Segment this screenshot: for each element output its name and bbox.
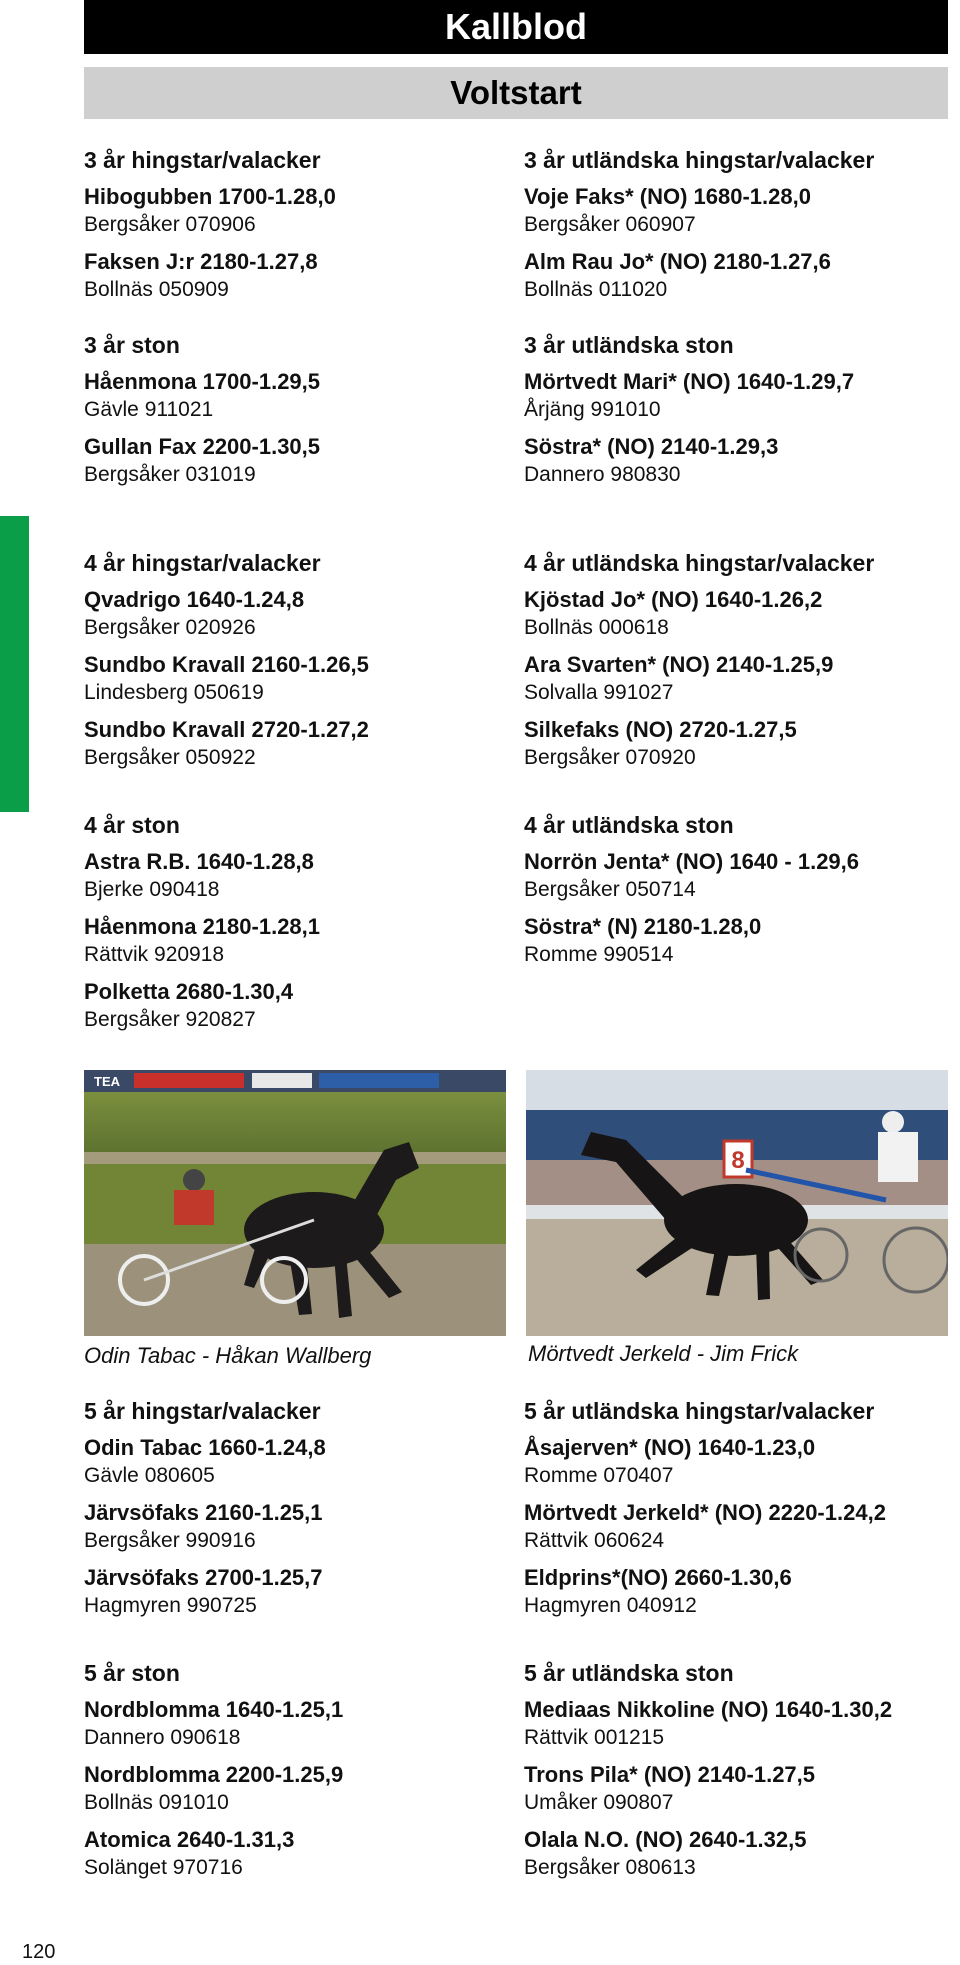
record-title: Atomica 2640-1.31,3	[84, 1827, 295, 1852]
record-entry	[524, 1434, 886, 1490]
section-heading: 3 år hingstar/valacker	[84, 147, 321, 173]
section-5yr-foreign-stallions	[524, 1397, 886, 1629]
record-entry	[84, 1434, 326, 1490]
record-title: Qvadrigo 1640-1.24,8	[84, 587, 305, 612]
record-track-date: Hagmyren 990725	[84, 1594, 257, 1617]
record-entry	[524, 848, 859, 904]
subheader-band	[84, 67, 948, 119]
record-entry	[524, 1564, 886, 1620]
record-title: Nordblomma 2200-1.25,9	[84, 1762, 344, 1787]
record-entry	[524, 1826, 892, 1882]
section-heading: 5 år utländska ston	[524, 1660, 734, 1686]
section-4yr-stallions	[84, 549, 369, 781]
section-heading: 3 år utländska hingstar/valacker	[524, 147, 875, 173]
record-track-date: Bergsåker 920827	[84, 1008, 256, 1031]
sulky-number: 8	[731, 1147, 745, 1174]
photo-odin-tabac	[84, 1070, 506, 1336]
record-track-date: Bergsåker 070906	[84, 213, 256, 236]
record-entry	[84, 1761, 343, 1817]
record-track-date: Bollnäs 050909	[84, 278, 229, 301]
section-3yr-foreign-mares	[524, 331, 854, 498]
record-title: Nordblomma 1640-1.25,1	[84, 1697, 344, 1722]
record-title: Norrön Jenta* (NO) 1640 - 1.29,6	[524, 849, 860, 874]
section-5yr-foreign-mares	[524, 1659, 892, 1891]
record-track-date: Bollnäs 091010	[84, 1791, 229, 1814]
record-entry	[84, 368, 320, 424]
record-entry	[84, 651, 369, 707]
header-title: Kallblod	[445, 6, 587, 47]
record-entry	[524, 368, 854, 424]
record-title: Järvsöfaks 2160-1.25,1	[84, 1500, 323, 1525]
record-track-date: Umåker 090807	[524, 1791, 674, 1814]
section-4yr-mares	[84, 811, 320, 1043]
record-title: Eldprins*(NO) 2660-1.30,6	[524, 1565, 792, 1590]
record-entry	[84, 1696, 343, 1752]
harness-racing-photo-left	[84, 1070, 506, 1336]
record-title: Sundbo Kravall 2160-1.26,5	[84, 652, 369, 677]
record-title: Trons Pila* (NO) 2140-1.27,5	[524, 1762, 816, 1787]
photo-sign-text: TEA	[94, 1074, 120, 1089]
section-5yr-mares	[84, 1659, 343, 1891]
record-entry	[84, 433, 320, 489]
section-3yr-foreign-stallions	[524, 146, 874, 313]
section-4yr-foreign-stallions	[524, 549, 874, 781]
record-track-date: Solänget 970716	[84, 1856, 243, 1879]
record-track-date: Lindesberg 050619	[84, 681, 264, 704]
record-track-date: Bergsåker 080613	[524, 1856, 696, 1879]
section-tab-marker	[0, 516, 29, 812]
record-track-date: Bergsåker 020926	[84, 616, 256, 639]
record-track-date: Bergsåker 031019	[84, 463, 256, 486]
record-title: Faksen J:r 2180-1.27,8	[84, 249, 318, 274]
record-entry	[524, 433, 854, 489]
header-subtitle: Voltstart	[450, 74, 582, 111]
record-title: Järvsöfaks 2700-1.25,7	[84, 1565, 323, 1590]
record-track-date: Bjerke 090418	[84, 878, 220, 901]
record-entry	[524, 1499, 886, 1555]
record-track-date: Romme 070407	[524, 1464, 674, 1487]
record-entry	[84, 1564, 326, 1620]
record-track-date: Bollnäs 000618	[524, 616, 669, 639]
section-heading: 4 år ston	[84, 812, 180, 838]
record-title: Odin Tabac 1660-1.24,8	[84, 1435, 326, 1460]
record-track-date: Dannero 980830	[524, 463, 681, 486]
record-entry	[524, 586, 874, 642]
section-4yr-foreign-mares	[524, 811, 859, 978]
record-title: Voje Faks* (NO) 1680-1.28,0	[524, 184, 811, 209]
record-title: Alm Rau Jo* (NO) 2180-1.27,6	[524, 249, 831, 274]
record-entry	[84, 848, 320, 904]
section-heading: 5 år ston	[84, 1660, 180, 1686]
record-title: Astra R.B. 1640-1.28,8	[84, 849, 314, 874]
record-track-date: Rättvik 920918	[84, 943, 225, 966]
record-title: Söstra* (NO) 2140-1.29,3	[524, 434, 779, 459]
section-5yr-stallions	[84, 1397, 326, 1629]
record-track-date: Romme 990514	[524, 943, 674, 966]
harness-racing-photo-right	[526, 1070, 948, 1336]
section-heading: 3 år ston	[84, 332, 180, 358]
section-3yr-mares	[84, 331, 320, 498]
record-entry	[84, 1826, 343, 1882]
record-entry	[524, 1761, 892, 1817]
record-entry	[524, 1696, 892, 1752]
section-heading: 5 år hingstar/valacker	[84, 1398, 321, 1424]
record-track-date: Bergsåker 050714	[524, 878, 696, 901]
record-title: Gullan Fax 2200-1.30,5	[84, 434, 321, 459]
record-track-date: Bergsåker 050922	[84, 746, 256, 769]
photo-caption-right: Mörtvedt Jerkeld - Jim Frick	[528, 1341, 799, 1366]
record-title: Hibogubben 1700-1.28,0	[84, 184, 336, 209]
photo-mortvedt-jerkeld	[526, 1070, 948, 1336]
record-title: Ara Svarten* (NO) 2140-1.25,9	[524, 652, 834, 677]
record-title: Sundbo Kravall 2720-1.27,2	[84, 717, 369, 742]
record-title: Åsajerven* (NO) 1640-1.23,0	[524, 1435, 816, 1460]
section-heading: 5 år utländska hingstar/valacker	[524, 1398, 875, 1424]
record-track-date: Dannero 090618	[84, 1726, 241, 1749]
record-title: Håenmona 1700-1.29,5	[84, 369, 321, 394]
record-track-date: Hagmyren 040912	[524, 1594, 697, 1617]
photo-caption-left: Odin Tabac - Håkan Wallberg	[84, 1343, 372, 1368]
record-track-date: Rättvik 060624	[524, 1529, 665, 1552]
page-number: 120	[22, 1941, 56, 1963]
record-track-date: Bergsåker 990916	[84, 1529, 256, 1552]
record-track-date: Årjäng 991010	[524, 398, 661, 421]
record-entry	[524, 183, 874, 239]
section-heading: 4 år hingstar/valacker	[84, 550, 321, 576]
record-entry	[84, 586, 369, 642]
record-track-date: Solvalla 991027	[524, 681, 674, 704]
record-title: Olala N.O. (NO) 2640-1.32,5	[524, 1827, 807, 1852]
section-3yr-stallions	[84, 146, 336, 313]
section-heading: 4 år utländska hingstar/valacker	[524, 550, 875, 576]
record-track-date: Gävle 080605	[84, 1464, 215, 1487]
record-title: Söstra* (N) 2180-1.28,0	[524, 914, 762, 939]
record-entry	[84, 716, 369, 772]
record-entry	[84, 183, 336, 239]
record-entry	[524, 651, 874, 707]
record-entry	[84, 1499, 326, 1555]
record-title: Håenmona 2180-1.28,1	[84, 914, 321, 939]
record-track-date: Gävle 911021	[84, 398, 214, 421]
record-track-date: Bollnäs 011020	[524, 278, 668, 301]
section-heading: 4 år utländska ston	[524, 812, 734, 838]
record-title: Silkefaks (NO) 2720-1.27,5	[524, 717, 797, 742]
record-entry	[524, 248, 874, 304]
record-entry	[84, 248, 336, 304]
record-entry	[84, 978, 320, 1034]
record-entry	[524, 913, 859, 969]
record-title: Kjöstad Jo* (NO) 1640-1.26,2	[524, 587, 823, 612]
record-track-date: Bergsåker 070920	[524, 746, 696, 769]
record-title: Mediaas Nikkoline (NO) 1640-1.30,2	[524, 1697, 893, 1722]
record-title: Mörtvedt Jerkeld* (NO) 2220-1.24,2	[524, 1500, 886, 1525]
record-track-date: Rättvik 001215	[524, 1726, 665, 1749]
header-band	[84, 0, 948, 54]
section-heading: 3 år utländska ston	[524, 332, 734, 358]
record-track-date: Bergsåker 060907	[524, 213, 696, 236]
record-title: Polketta 2680-1.30,4	[84, 979, 294, 1004]
record-title: Mörtvedt Mari* (NO) 1640-1.29,7	[524, 369, 855, 394]
record-entry	[84, 913, 320, 969]
record-entry	[524, 716, 874, 772]
